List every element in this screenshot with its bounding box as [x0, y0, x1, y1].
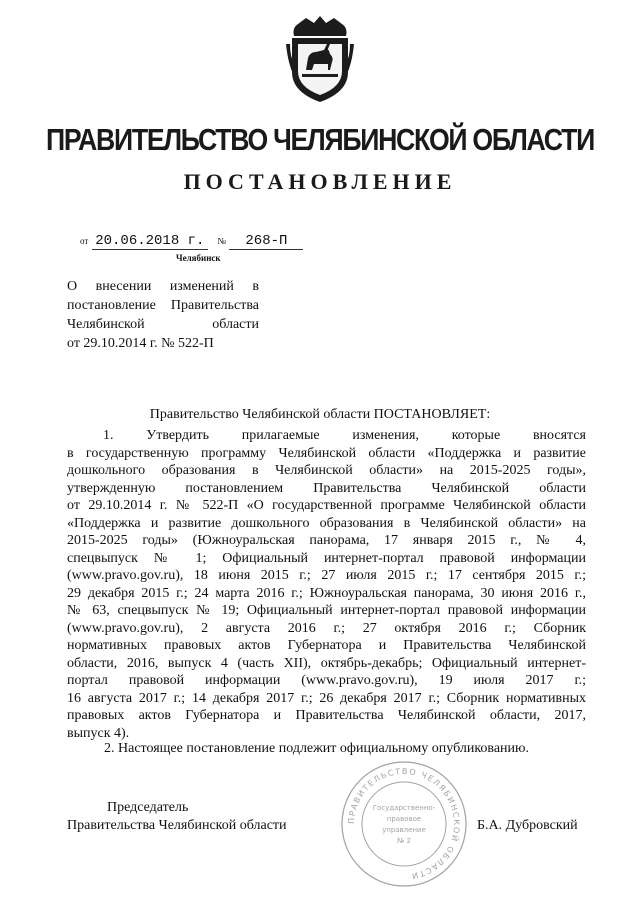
body-line: области, 2016, выпуск 4 (часть XII), октябрь-декабрь; Официальный интернет-: [67, 655, 586, 671]
signatory-title-line1: Председатель: [107, 800, 189, 815]
signatory-name: Б.А. Дубровский: [477, 818, 578, 833]
coat-of-arms-icon: [284, 14, 356, 104]
body-line: «Поддержка и развитие дошкольного образования в Челябинской области» на: [67, 515, 586, 531]
body-line: нормативных правовых актов Губернатора и Правительства Челябинской: [67, 638, 586, 653]
signatory-title-line2: Правительства Челябинской области: [67, 818, 287, 833]
document-number: 268-П: [229, 233, 303, 250]
svg-text:Государственно-: Государственно-: [372, 804, 436, 812]
svg-text:№ 2: № 2: [397, 837, 411, 845]
document-date: 20.06.2018 г.: [92, 233, 208, 250]
official-stamp-icon: [338, 758, 470, 890]
subject-line: О внесении изменений в: [67, 279, 259, 294]
document-type: ПОСТАНОВЛЕНИЕ: [183, 169, 457, 194]
body-line: дошкольного образования в Челябинской области» на 2015-2025 годы»,: [67, 463, 586, 478]
body-line: № 63, спецвыпуск № 19; Официальный интернет-портал правовой информации: [67, 603, 586, 618]
body-line: портал правовой информации (www.pravo.gov.ru), 19 июля 2017 г.;: [67, 673, 586, 688]
body-line: от 29.10.2014 г. № 522-П «О государственной программе Челябинской области: [67, 498, 586, 513]
from-label: от: [80, 236, 89, 246]
paragraph-2: 2. Настоящее постановление подлежит официальному опубликованию.: [104, 741, 529, 756]
body-line: спецвыпуск № 1; Официальный интернет-портал правовой информации: [67, 550, 586, 566]
resolves-heading: Правительство Челябинской области ПОСТАНОВЛЯЕТ:: [149, 407, 491, 422]
body-line: правовых актов Губернатора и Правительства Челябинской области, 2017,: [67, 708, 586, 723]
paragraph-1: [67, 427, 586, 742]
number-label: №: [217, 236, 226, 246]
svg-text:ПРАВИТЕЛЬСТВО ЧЕЛЯБИНСКОЙ ОБЛА: ПРАВИТЕЛЬСТВО ЧЕЛЯБИНСКОЙ ОБЛАСТИ: [346, 766, 462, 881]
body-line: 29 декабря 2015 г.; 24 марта 2016 г.; Южноуральская панорама, 30 июня 2016 г.,: [67, 585, 586, 601]
svg-text:правовое: правовое: [386, 815, 422, 823]
subject-line: от 29.10.2014 г. № 522-П: [67, 336, 214, 351]
body-line: (www.pravo.gov.ru), 18 июня 2015 г.; 27 июля 2015 г.; 17 сентября 2015 г.;: [67, 568, 586, 583]
body-line: 1. Утвердить прилагаемые изменения, которые вносятся: [103, 428, 586, 443]
body-line: 2015-2025 годы» (Южноуральская панорама, 17 января 2015 г., № 4,: [67, 533, 586, 548]
document-subject: [67, 277, 259, 353]
body-line: утвержденную постановлением Правительства Челябинской области: [67, 480, 586, 496]
body-line: (www.pravo.gov.ru), 2 августа 2016 г.; 27 октября 2016 г.; Сборник: [67, 620, 586, 636]
government-title: ПРАВИТЕЛЬСТВО ЧЕЛЯБИНСКОЙ ОБЛАСТИ: [46, 122, 594, 157]
svg-text:управление: управление: [382, 826, 426, 834]
date-number-line: [80, 233, 303, 250]
body-line: в государственную программу Челябинской области «Поддержка и развитие: [67, 445, 586, 461]
subject-line: постановление Правительства: [67, 298, 259, 313]
city-label: Челябинск: [176, 253, 221, 263]
body-line: 16 августа 2017 г.; 14 декабря 2017 г.; 26 декабря 2017 г.; Сборник нормативных: [67, 690, 586, 706]
subject-line: Челябинской области: [67, 317, 259, 332]
body-line: выпуск 4).: [67, 725, 130, 741]
